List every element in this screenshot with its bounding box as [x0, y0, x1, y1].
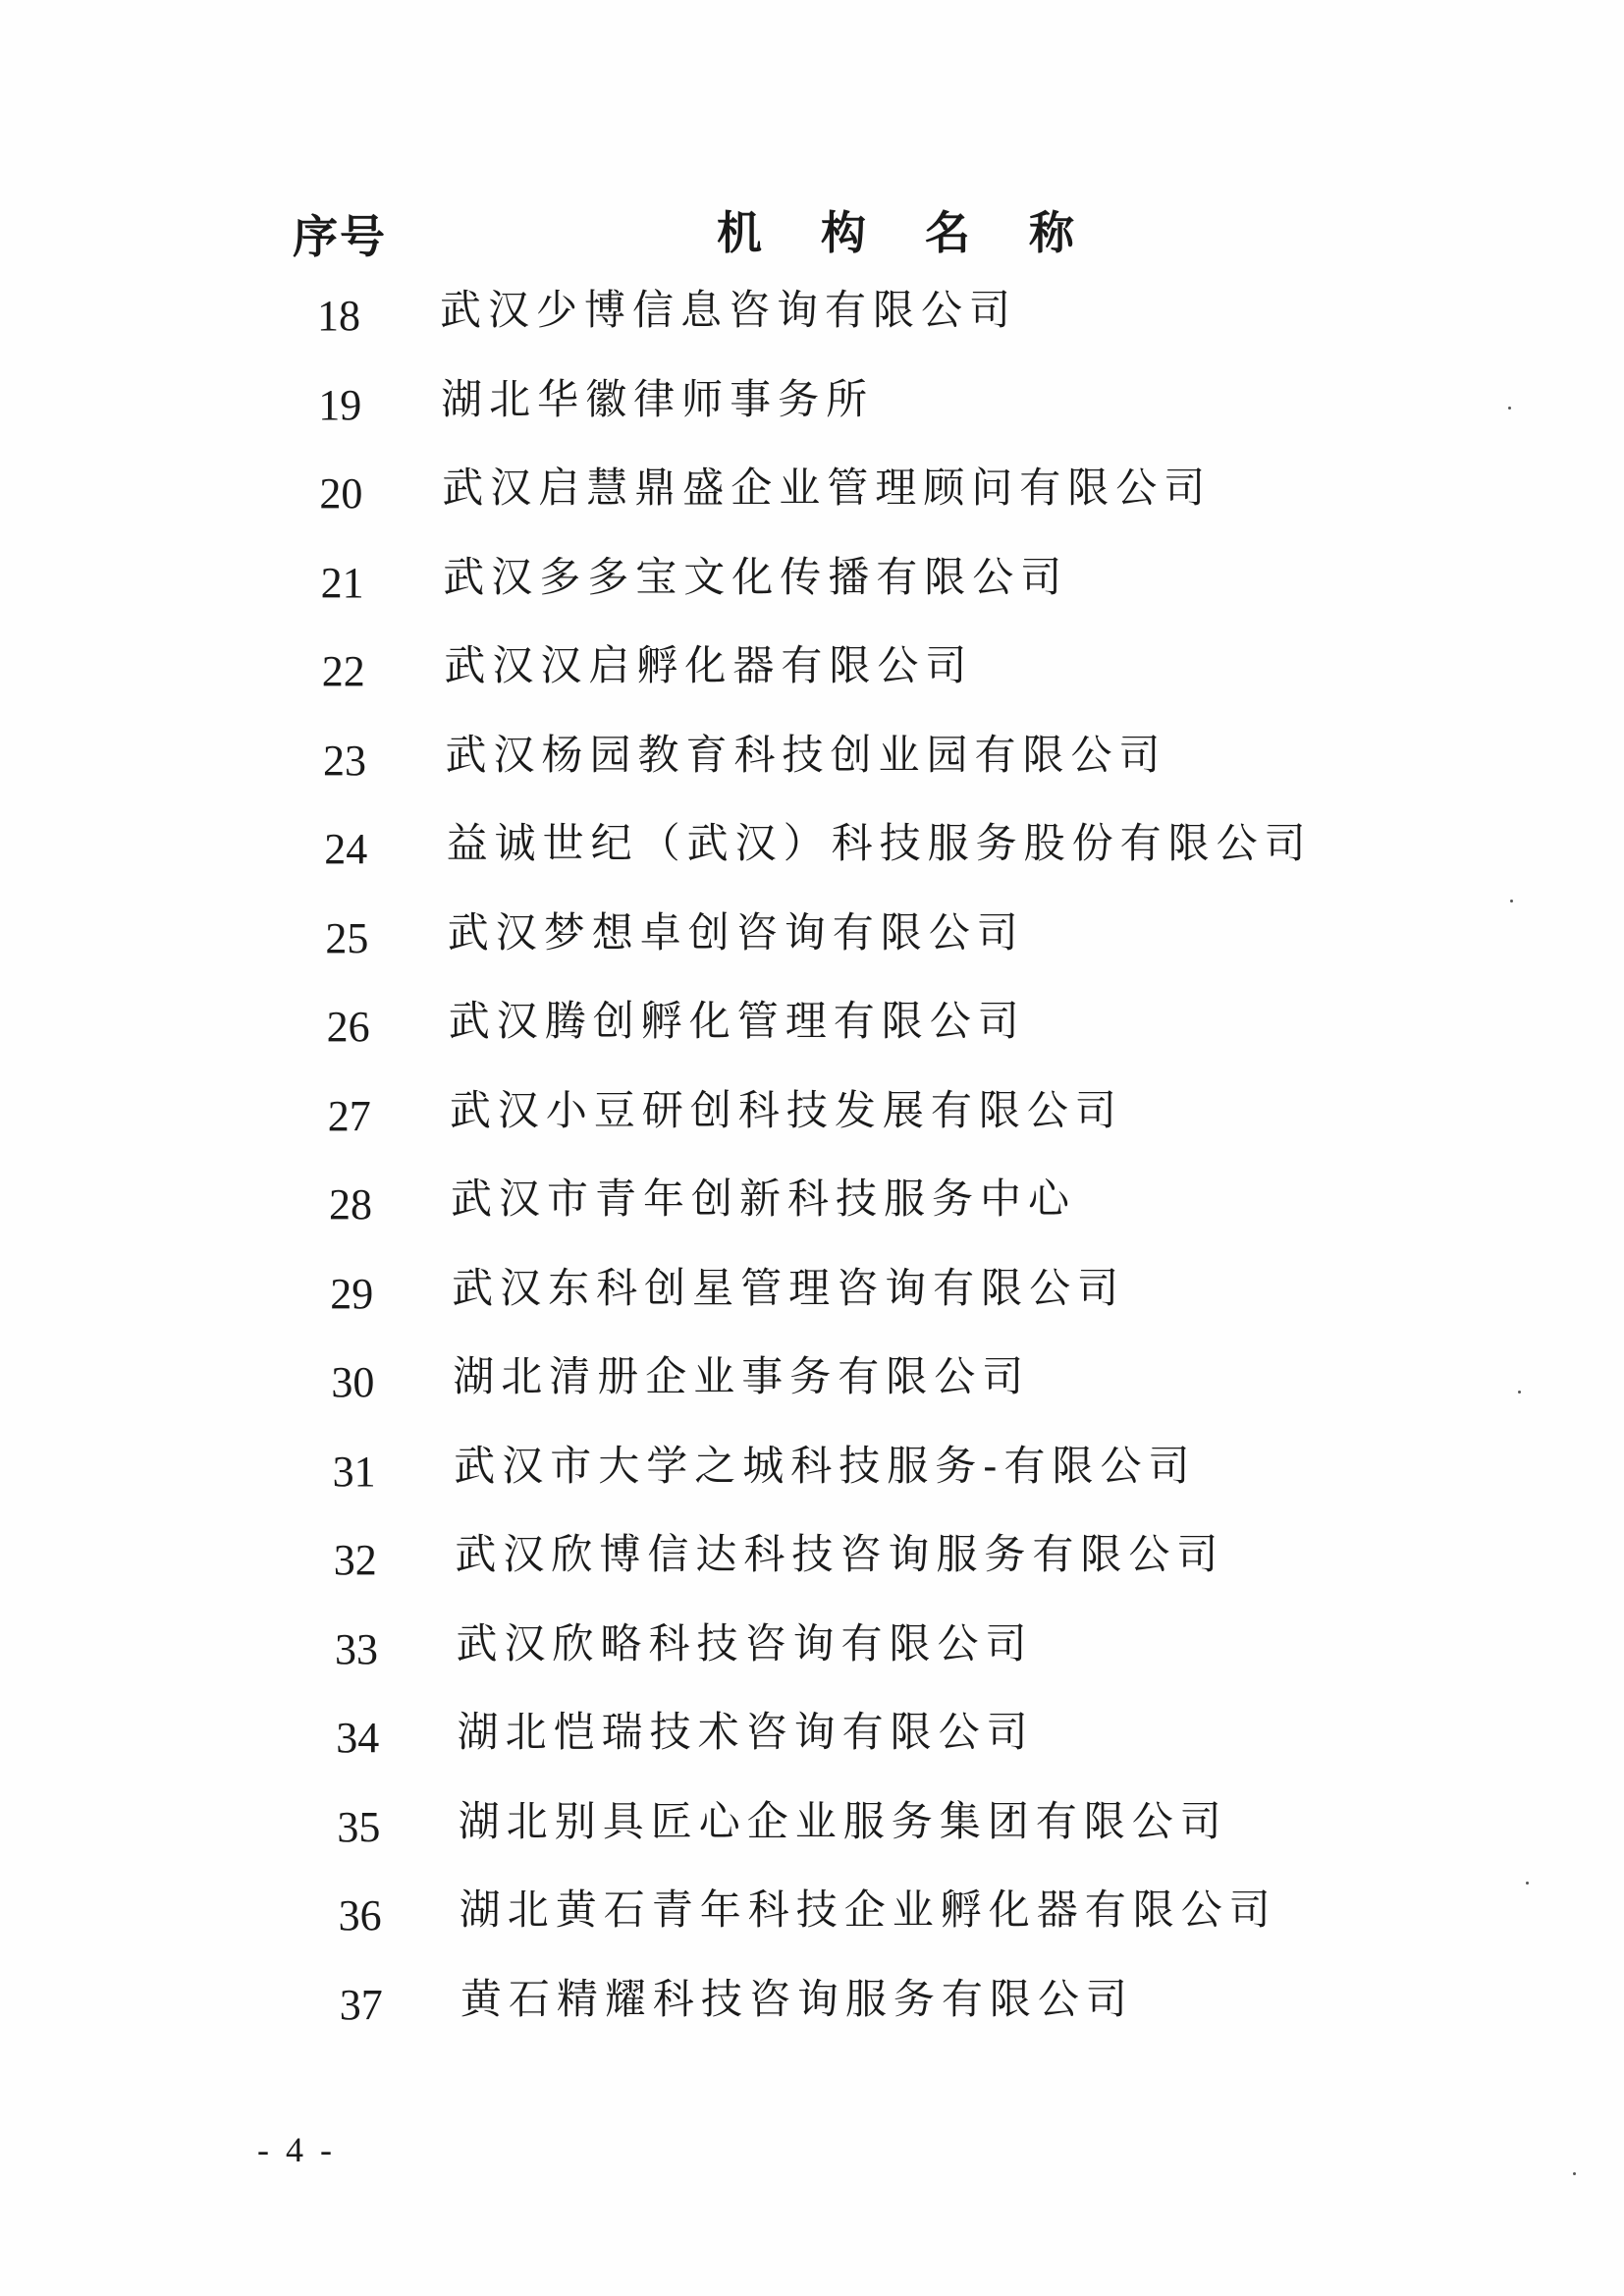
row-index: 29 [330, 1269, 374, 1318]
list-item [0, 287, 1624, 376]
list-item [0, 909, 1624, 999]
row-index: 35 [337, 1802, 381, 1851]
row-institution-name: 湖北黄石青年科技企业孵化器有限公司 [459, 1886, 1277, 1934]
row-index: 20 [319, 469, 363, 518]
header-name-label: 机构名称 [717, 206, 1133, 259]
row-institution-name: 益诚世纪（武汉）科技服务股份有限公司 [446, 819, 1313, 867]
header-seq-label: 序号 [293, 210, 387, 263]
scan-speck [1526, 1882, 1529, 1885]
row-institution-name: 武汉市大学之城科技服务-有限公司 [454, 1441, 1197, 1490]
row-institution-name: 湖北清册企业事务有限公司 [453, 1352, 1031, 1400]
row-institution-name: 湖北恺瑞技术咨询有限公司 [457, 1708, 1035, 1756]
list-item [0, 376, 1624, 465]
list-item [0, 820, 1624, 909]
row-institution-name: 武汉小豆研创科技发展有限公司 [449, 1085, 1123, 1134]
row-index: 24 [324, 825, 368, 873]
row-institution-name: 武汉启慧鼎盛企业管理顾问有限公司 [442, 464, 1213, 512]
row-institution-name: 武汉腾创孵化管理有限公司 [448, 997, 1026, 1045]
list-item [0, 1265, 1624, 1354]
page-number: - 4 - [257, 2130, 336, 2169]
table-header [0, 201, 1624, 270]
row-institution-name: 武汉市青年创新科技服务中心 [451, 1175, 1077, 1223]
row-index: 36 [338, 1891, 382, 1940]
list-item [0, 642, 1624, 732]
row-institution-name: 武汉多多宝文化传播有限公司 [443, 552, 1069, 601]
row-institution-name: 武汉杨园教育科技创业园有限公司 [445, 730, 1167, 779]
row-index: 21 [320, 558, 364, 607]
row-institution-name: 武汉汉启孵化器有限公司 [444, 641, 974, 689]
row-index: 31 [332, 1447, 376, 1496]
row-index: 25 [325, 913, 369, 962]
list-item [0, 998, 1624, 1087]
row-institution-name: 湖北别具匠心企业服务集团有限公司 [458, 1796, 1228, 1845]
row-index: 19 [318, 380, 362, 429]
row-index: 18 [317, 292, 360, 340]
list-item [0, 1620, 1624, 1710]
row-institution-name: 武汉欣博信达科技咨询服务有限公司 [455, 1530, 1225, 1578]
list-item [0, 1886, 1624, 1976]
list-item [0, 1976, 1624, 2065]
list-item [0, 465, 1624, 554]
list-item [0, 732, 1624, 821]
row-institution-name: 武汉东科创星管理咨询有限公司 [452, 1263, 1126, 1312]
list-item [0, 1798, 1624, 1887]
list-item [0, 1175, 1624, 1265]
row-index: 37 [339, 1980, 383, 2029]
row-institution-name: 武汉梦想卓创咨询有限公司 [447, 907, 1025, 957]
row-index: 30 [331, 1358, 375, 1406]
list-item [0, 1709, 1624, 1798]
scan-speck [1573, 2172, 1576, 2175]
row-institution-name: 武汉欣略科技咨询有限公司 [456, 1618, 1034, 1667]
scan-speck [1508, 407, 1511, 410]
institution-list [0, 287, 1624, 2054]
list-item [0, 1531, 1624, 1620]
row-index: 32 [333, 1536, 377, 1584]
row-index: 22 [321, 647, 365, 695]
scan-speck [1510, 900, 1513, 902]
list-item [0, 1087, 1624, 1176]
row-institution-name: 黄石精耀科技咨询服务有限公司 [460, 1974, 1134, 2023]
row-institution-name: 武汉少博信息咨询有限公司 [440, 286, 1018, 334]
list-item [0, 1353, 1624, 1443]
row-index: 26 [326, 1003, 370, 1051]
row-index: 33 [335, 1624, 378, 1673]
row-index: 34 [336, 1714, 380, 1762]
list-item [0, 1443, 1624, 1532]
list-item [0, 554, 1624, 643]
row-index: 23 [323, 736, 366, 785]
row-institution-name: 湖北华徽律师事务所 [441, 374, 875, 423]
scan-speck [1518, 1391, 1521, 1394]
row-index: 28 [329, 1180, 372, 1229]
row-index: 27 [327, 1091, 371, 1140]
